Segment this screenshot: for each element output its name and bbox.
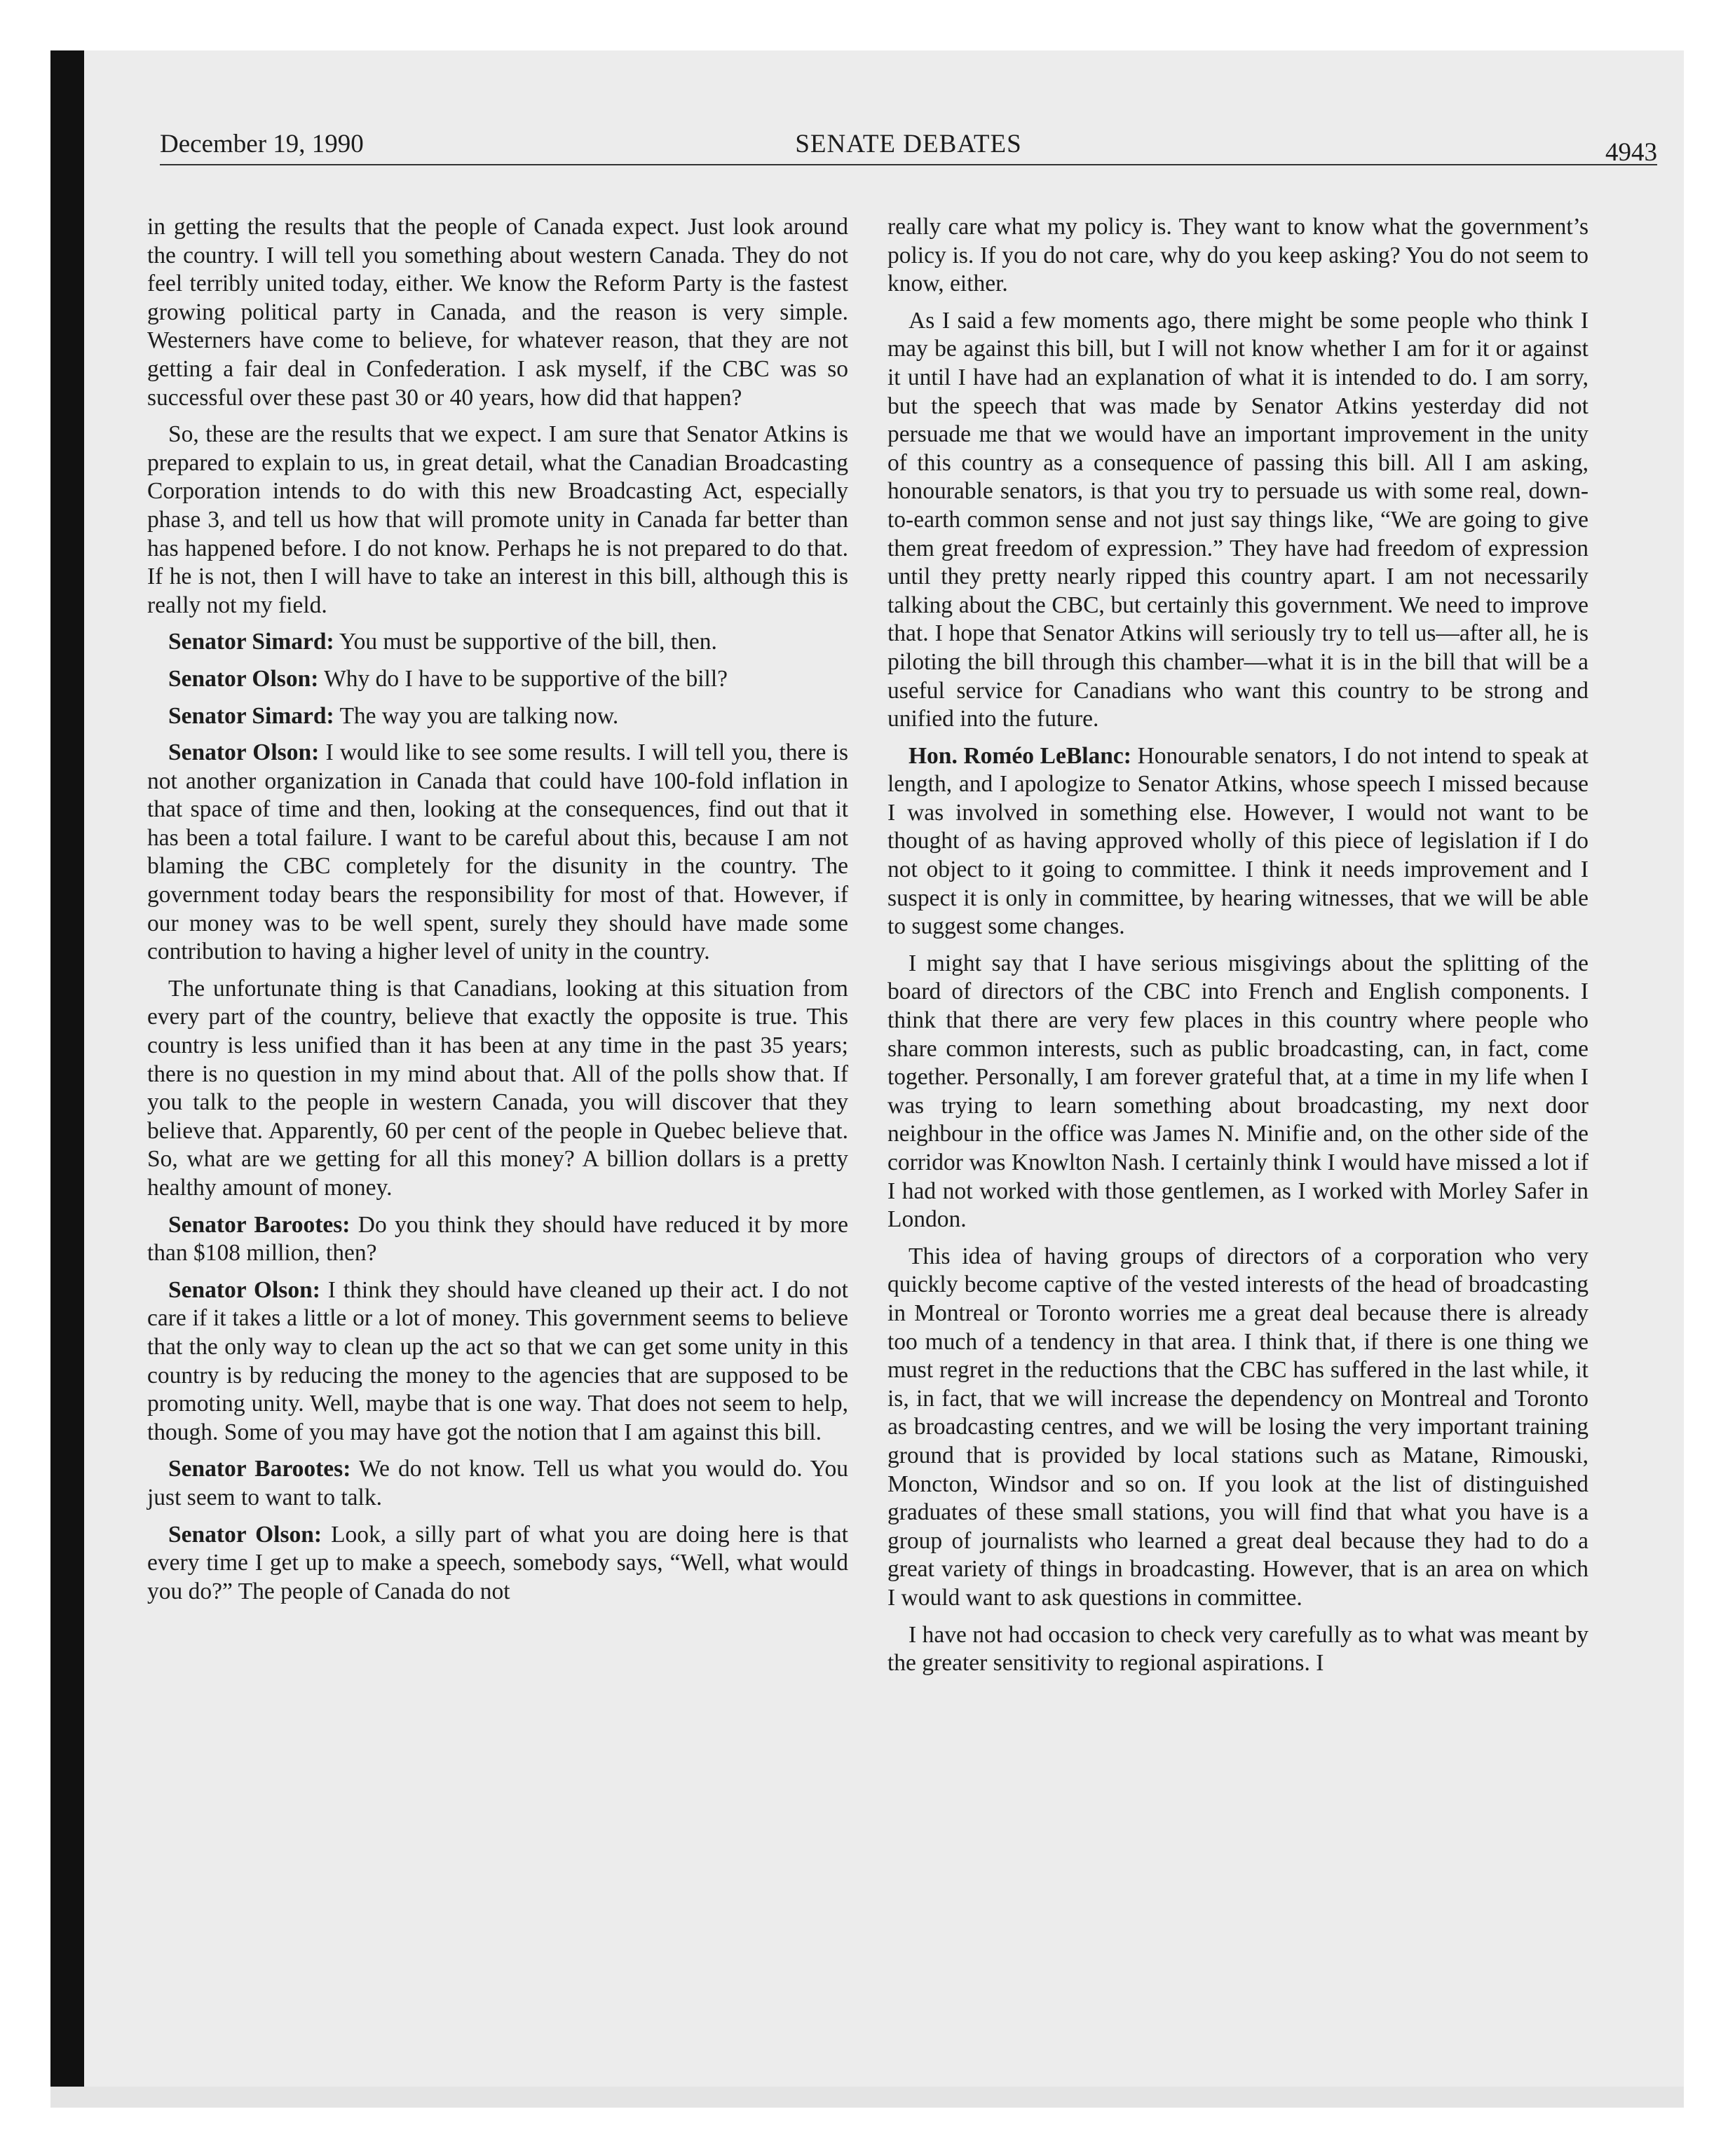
paragraph-text: really care what my policy is. They want to know what the government’s policy is. If you do not care, why do you keep asking? You do not seem to know, either. xyxy=(887,214,1588,297)
speaker-name: Senator Olson: xyxy=(168,665,319,692)
paragraph-text: The way you are talking now. xyxy=(334,702,619,729)
right-column xyxy=(887,213,1588,1678)
paragraph-text: Honourable senators, I do not intend to speak at length, and I apologize to Senator Atkins, whose speech I missed because I was involved in something else. However, I would not want to be thought of as having approved wholly of this piece of legislation if I do not object to it going to committee. I think it needs improvement and I suspect it is only in committee, by hearing witnesses, that we will be able to suggest some changes. xyxy=(887,742,1588,940)
running-head xyxy=(160,129,1657,165)
paragraph-text: The unfortunate thing is that Canadians, looking at this situation from every part of the country, believe that exactly the opposite is true. This country is less unified than it has been at any time in the past 35 years; there is no question in my mind about that. All of the polls show that. If you talk to the people in western Canada, you will discover that they believe that. Apparently, 60 per cent of the people in Quebec believe that. So, what are we getting for all this money? A billion dollars is a pretty healthy amount of money. xyxy=(147,975,848,1201)
page-number: 4943 xyxy=(1605,138,1657,167)
paragraph-text: Look, a silly part of what you are doing here is that every time I get up to make a speech, somebody says, “Well, what would you do?” The people of Canada do not xyxy=(147,1521,848,1604)
paragraph xyxy=(887,1243,1588,1613)
scan-bottom-margin xyxy=(50,2087,1684,2108)
header-date: December 19, 1990 xyxy=(160,130,364,158)
paragraph-text: I have not had occasion to check very carefully as to what was meant by the greater sensitivity to regional aspirations. I xyxy=(887,1621,1588,1677)
paragraph xyxy=(887,307,1588,734)
paragraph xyxy=(147,739,848,967)
paragraph xyxy=(887,950,1588,1234)
document-page xyxy=(84,50,1684,2087)
speaker-name: Senator Barootes: xyxy=(168,1211,351,1238)
paragraph-text: I would like to see some results. I will tell you, there is not another organization in Canada that could have 100-fold inflation in that space of time and then, looking at the consequences, find out that it has been a total failure. I want to be careful about this, because I am not blaming the CBC completely for the disunity in the country. The government today bears the responsibility for most of that. However, if our money was to be well spent, surely they should have made some contribution to having a higher level of unity in the country. xyxy=(147,739,848,965)
paragraph xyxy=(147,1276,848,1447)
speaker-name: Senator Olson: xyxy=(168,739,320,766)
paragraph-text: I might say that I have serious misgivings about the splitting of the board of directors of the CBC into French and English components. I think that there are very few places in this country where people who share common interests, such as public broadcasting, can, in fact, come together. Personally, I am forever grateful that, at a time in my life when I was trying to learn something about broadcasting, my next door neighbour in the office was James N. Minifie and, on the other side of the corridor was Knowlton Nash. I certainly think I would have missed a lot if I had not worked with those gentlemen, as I worked with Morley Safer in London. xyxy=(887,950,1588,1233)
paragraph-text: As I said a few moments ago, there might be some people who think I may be against this bill, but I will not know whether I am for it or against it until I have had an explanation of what it is intended to do. I am sorry, but the speech that was made by Senator Atkins yesterday did not persuade me that we would have an important improvement in the unity of this country as a consequence of passing this bill. All I am asking, honourable senators, is that you try to persuade us with some real, down-to-earth common sense and not just say things like, “We are going to give them great freedom of expression.” They have had freedom of expression until they pretty nearly ripped this country apart. I am not necessarily talking about the CBC, but certainly this government. We need to improve that. I hope that Senator Atkins will seriously try to tell us—after all, he is piloting the bill through this chamber—what it is in the bill that will be a useful service for Canadians who want this country to be strong and unified into the future. xyxy=(887,307,1588,732)
paragraph xyxy=(147,975,848,1203)
paragraph-text: Do you think they should have reduced it by more than $108 million, then? xyxy=(147,1211,848,1267)
speaker-name: Senator Simard: xyxy=(168,702,334,729)
paragraph-text: You must be supportive of the bill, then. xyxy=(334,629,717,655)
paragraph xyxy=(147,1211,848,1268)
paragraph-text: I think they should have cleaned up their act. I do not care if it takes a little or a lot of money. This government seems to believe that the only way to clean up the act so that we can get some unity in this country is by reducing the money to the agencies that are supposed to be promoting unity. Well, maybe that is one way. That does not seem to help, though. Some of you may have got the notion that I am against this bill. xyxy=(147,1276,848,1445)
paragraph-text: We do not know. Tell us what you would do. You just seem to want to talk. xyxy=(147,1456,848,1510)
paragraph xyxy=(147,628,848,657)
paragraph-text: So, these are the results that we expect. I am sure that Senator Atkins is prepared to explain to us, in great detail, what the Canadian Broadcasting Corporation intends to do with this new Broadcasting Act, especially phase 3, and tell us how that will promote unity in Canada far better than has happened before. I do not know. Perhaps he is not prepared to do that. If he is not, then I will have to take an interest in this bill, although this is really not my field. xyxy=(147,421,848,618)
speaker-name: Senator Barootes: xyxy=(168,1456,351,1482)
scan-edge-shadow xyxy=(50,50,84,2087)
paragraph xyxy=(147,213,848,412)
header-title: SENATE DEBATES xyxy=(795,130,1022,158)
paragraph xyxy=(887,213,1588,299)
paragraph-text: This idea of having groups of directors of a corporation who very quickly become captive of the vested interests of the head of broadcasting in Montreal or Toronto worries me a great deal because there is already too much of a tendency in that area. I think that, if there is one thing we must regret in the reductions that the CBC has suffered in the last while, it is, in fact, that we will increase the dependency on Montreal and Toronto as broadcasting centres, and we will be losing the very important training ground that is provided by local stations such as Matane, Rimouski, Moncton, Windsor and so on. If you look at the list of distinguished graduates of these small stations, you will find that what you have is a group of journalists who learned a great deal because they had to do a great variety of things in broadcasting. However, that is an area on which I would want to ask questions in committee. xyxy=(887,1243,1588,1611)
speaker-name: Hon. Roméo LeBlanc: xyxy=(909,742,1131,769)
paragraph xyxy=(147,665,848,694)
left-column xyxy=(147,213,848,1606)
paragraph xyxy=(147,421,848,620)
paragraph xyxy=(147,702,848,731)
paragraph xyxy=(887,742,1588,941)
speaker-name: Senator Olson: xyxy=(168,1521,322,1548)
speaker-name: Senator Simard: xyxy=(168,629,334,655)
paragraph xyxy=(887,1621,1588,1678)
speaker-name: Senator Olson: xyxy=(168,1276,320,1303)
paragraph xyxy=(147,1455,848,1512)
paragraph xyxy=(147,1521,848,1606)
paragraph-text: in getting the results that the people of Canada expect. Just look around the country. I will tell you something about western Canada. They do not feel terribly united today, either. We know the Reform Party is the fastest growing political party in Canada, and the reason is very simple. Westerners have come to believe, for whatever reason, that they are not getting a fair deal in Confederation. I ask myself, if the CBC was so successful over these past 30 or 40 years, how did that happen? xyxy=(147,214,848,411)
paragraph-text: Why do I have to be supportive of the bill? xyxy=(318,665,728,692)
